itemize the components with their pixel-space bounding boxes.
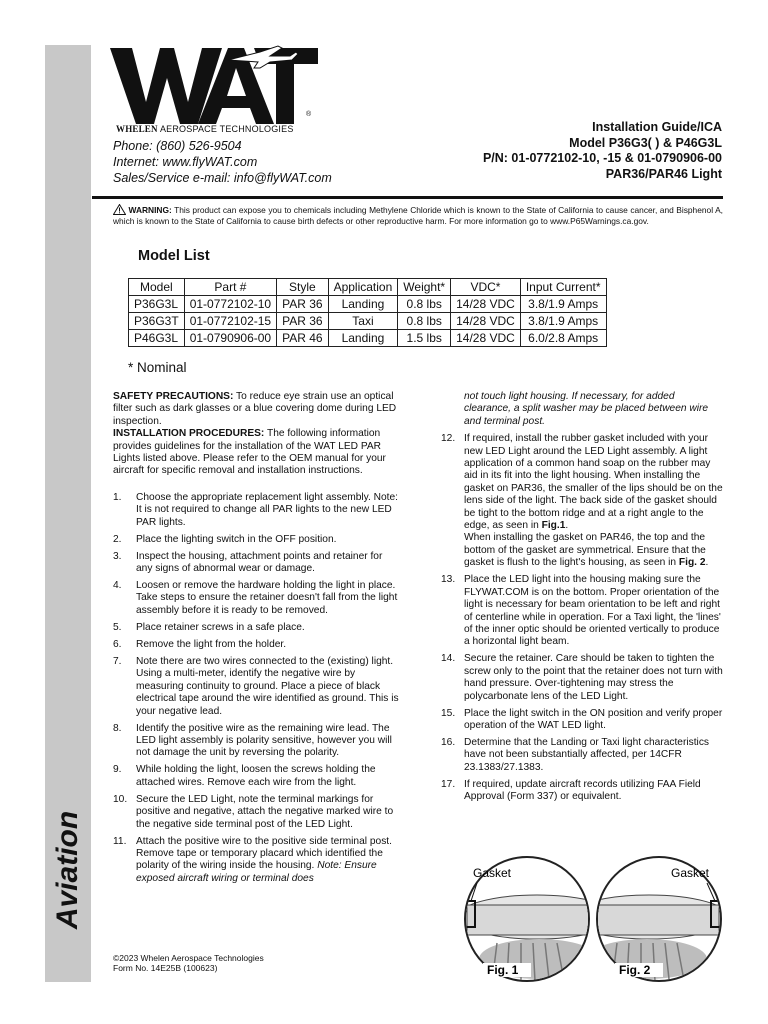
email: Sales/Service e-mail: info@flyWAT.com (113, 171, 332, 185)
table-cell: 14/28 VDC (451, 296, 521, 313)
table-cell: Landing (328, 330, 398, 347)
table-cell: Landing (328, 296, 398, 313)
column-header: Application (328, 279, 398, 296)
warning-icon (113, 204, 126, 215)
table-footnote: * Nominal (128, 360, 187, 375)
list-item: 1. Choose the appropriate replacement light assembly. Note: It is not required to change all PAR lights to the new LED PAR lights. (113, 491, 398, 528)
list-item: 7. Note there are two wires connected to the (existing) light. Using a multi-meter, identify the negative wire by measuring continuity to ground. Place a piece of black electrical tape around the wire identified as ground. This is your negative lead. (113, 655, 399, 717)
title-line-2: Model P36G3( ) & P46G3L (569, 135, 722, 150)
table-cell: P36G3L (129, 296, 185, 313)
table-cell: 3.8/1.9 Amps (520, 296, 606, 313)
column-header: Part # (184, 279, 276, 296)
list-item: 17. If required, update aircraft records utilizing FAA Field Approval (Form 337) or equivalent. (441, 778, 701, 803)
list-item: 8. Identify the positive wire as the remaining wire lead. The LED light assembly is polarity sensitive, however you will not damage the unit by reversing the polarity. (113, 722, 392, 759)
copyright: ©2023 Whelen Aerospace Technologies (113, 953, 264, 963)
column-header: Weight* (398, 279, 451, 296)
list-item: 11. Attach the positive wire to the positive side terminal post. Remove tape or temporary placard which identified the polarity of the wiring inside the housing. Note: Ensure exposed aircraft wiring or terminal does (113, 835, 392, 884)
table-cell: PAR 36 (277, 296, 328, 313)
install-paragraph: INSTALLATION PROCEDURES: The following information provides guidelines for the installation of the WAT LED PAR Lights listed above. Please refer to the OEM manual for your aircraft for specific removal and installation instructions. (113, 428, 386, 477)
gasket-label-right: Gasket (671, 866, 710, 880)
svg-text:®: ® (306, 111, 312, 118)
table-cell: 01-0772102-15 (184, 313, 276, 330)
list-item: 10. Secure the LED Light, note the terminal markings for positive and negative, attach the negative marked wire to the negative side terminal post of the LED Light. (113, 793, 394, 830)
right-column (441, 391, 723, 808)
list-item: 12. If required, install the rubber gasket included with your new LED Light around the LED Light assembly. A light application of a common hand soap on the rubber may aid in its fit into the light housing. When installing the gasket on PAR36, the smaller of the lips should be on the lens side of the light. The back side of the gasket should be tight to the bottom ridge and at a right angle to the edge, as seen in Fig.1. When installing the gasket on PAR46, the top and the bottom of the gasket are symmetrical. Ensure that the gasket is flush to the light's housing, as seen in Fig. 2. (441, 433, 723, 569)
table-cell: P46G3L (129, 330, 185, 347)
list-item: 14. Secure the retainer. Care should be taken to tighten the screw only to the point that the retainer does not turn with hand pressure. Over-tightening may stress the polycarbonate lens of the LED Light. (441, 653, 723, 702)
model-table (128, 278, 607, 347)
left-column (113, 391, 400, 890)
footer (113, 953, 264, 973)
header-divider (92, 196, 723, 199)
steps-list (113, 492, 400, 885)
table-cell: 3.8/1.9 Amps (520, 313, 606, 330)
model-list-heading: Model List (138, 248, 210, 264)
list-item: 5. Place retainer screws in a safe place. (113, 621, 305, 633)
title-line-4: PAR36/PAR46 Light (605, 166, 722, 181)
table-cell: 6.0/2.8 Amps (520, 330, 606, 347)
internet: Internet: www.flyWAT.com (113, 155, 258, 169)
list-item: 13. Place the LED light into the housing making sure the FLYWAT.COM is on the bottom. Proper orientation of the light is necessary for beam orientation to be left and right of centerline while in operation. For a Taxi light, the 'lines' of the inner optic should be oriented vertically to produce a horizontal light beam. (441, 574, 721, 648)
table-header-row (129, 279, 607, 296)
sidebar-label: Aviation (51, 810, 84, 930)
column-header: Model (129, 279, 185, 296)
table-cell: P36G3T (129, 313, 185, 330)
list-item: 9. While holding the light, loosen the screws holding the attached wires. Remove each wire from the light. (113, 764, 376, 788)
gasket-figures (457, 855, 729, 983)
table-cell: 01-0790906-00 (184, 330, 276, 347)
column-header: Style (277, 279, 328, 296)
table-row (129, 330, 607, 347)
form-number: Form No. 14E25B (100623) (113, 963, 218, 973)
table-cell: 14/28 VDC (451, 313, 521, 330)
column-header: VDC* (451, 279, 521, 296)
phone: Phone: (860) 526-9504 (113, 139, 242, 153)
step-11-continued: not touch light housing. If necessary, for added clearance, a split washer may be placed between wire and terminal post. (464, 391, 709, 427)
fig-2-label: Fig. 2 (619, 963, 651, 977)
table-cell: 0.8 lbs (398, 313, 451, 330)
table-cell: 1.5 lbs (398, 330, 451, 347)
list-item: 6. Remove the light from the holder. (113, 638, 287, 650)
table-cell: 0.8 lbs (398, 296, 451, 313)
safety-paragraph: SAFETY PRECAUTIONS: To reduce eye strain use an optical filter such as dark glasses or a blue covering dome during LED inspection. (113, 391, 397, 427)
table-cell: Taxi (328, 313, 398, 330)
list-item: 2. Place the lighting switch in the OFF position. (113, 533, 337, 545)
contact-block (113, 138, 332, 186)
column-header: Input Current* (520, 279, 606, 296)
document-title (483, 120, 722, 182)
logo-subtitle: WHELEN AEROSPACE TECHNOLOGIES (116, 124, 294, 134)
list-item: 4. Loosen or remove the hardware holding the light in place. Take steps to ensure the retainer doesn't fall from the light assembly before it is ready to be removed. (113, 580, 398, 616)
title-line-1: Installation Guide/ICA (592, 120, 722, 134)
table-cell: PAR 46 (277, 330, 328, 347)
list-item: 3. Inspect the housing, attachment points and retainer for any signs of abnormal wear or damage. (113, 550, 383, 575)
title-line-3: P/N: 01-0772102-10, -15 & 01-0790906-00 (482, 151, 722, 165)
warning-notice: WARNING: This product can expose you to chemicals including Methylene Chloride which is known to the State of California to cause cancer, and Bisphenol A, which is known to the State of California to cause birth defects or other reproductive harm. For more information go to www.P65Warnings.ca.gov. (113, 205, 723, 226)
list-item: 16. Determine that the Landing or Taxi light characteristics have not been substantially affected, per 14CFR 23.1383/27.1383. (441, 736, 710, 773)
table-cell: 14/28 VDC (451, 330, 521, 347)
fig-1-label: Fig. 1 (487, 963, 519, 977)
table-cell: 01-0772102-10 (184, 296, 276, 313)
steps-list-continued (441, 433, 723, 803)
table-cell: PAR 36 (277, 313, 328, 330)
gasket-label-left: Gasket (473, 866, 512, 880)
list-item: 15. Place the light switch in the ON position and verify proper operation of the WAT LED light. (441, 707, 723, 731)
table-row (129, 313, 607, 330)
table-row (129, 296, 607, 313)
wat-logo (110, 44, 318, 130)
